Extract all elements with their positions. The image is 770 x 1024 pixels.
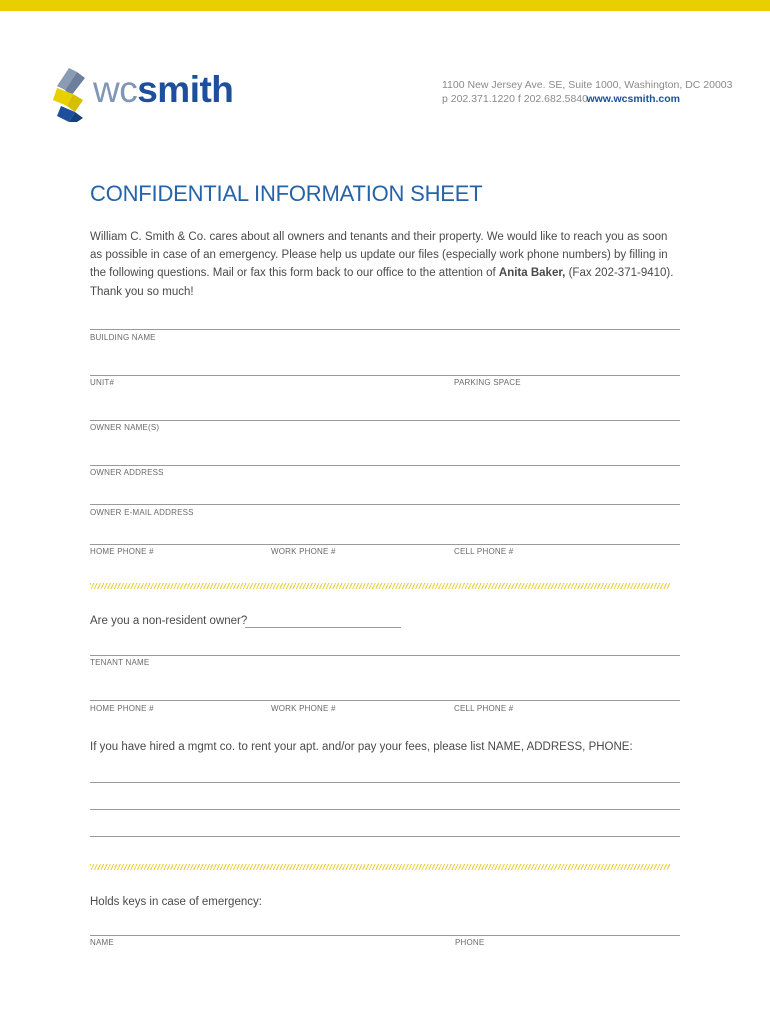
non-resident-question: Are you a non-resident owner? [90,615,248,627]
tenant-phones-field[interactable] [90,700,680,701]
intro-paragraph [90,228,682,301]
building-name-label: BUILDING NAME [90,333,156,342]
mgmt-co-line-1[interactable] [90,782,680,783]
owner-names-label: OWNER NAME(S) [90,423,160,432]
section-divider [90,583,670,589]
owner-email-field[interactable] [90,504,680,505]
brand-light-text: wc [93,69,138,110]
mgmt-co-line-3[interactable] [90,836,680,837]
owner-phones-field[interactable] [90,544,680,545]
intro-contact-name: Anita Baker, [498,267,566,280]
cell-phone-label: CELL PHONE # [454,547,514,556]
phone-fax: p 202.371.1220 f 202.682.5840 [442,93,588,105]
top-accent-bar [0,0,770,11]
section-divider [90,864,670,870]
owner-names-field[interactable] [90,420,680,421]
tenant-name-field[interactable] [90,655,680,656]
company-address: 1100 New Jersey Ave. SE, Suite 1000, Washington, DC 20003 [442,79,733,91]
key-name-label: NAME [90,938,114,947]
tenant-cell-phone-label: CELL PHONE # [454,704,514,713]
owner-address-field[interactable] [90,465,680,466]
tenant-name-label: TENANT NAME [90,658,150,667]
unit-parking-field[interactable] [90,375,680,376]
holds-keys-question: Holds keys in case of emergency: [90,896,262,908]
owner-email-label: OWNER E-MAIL ADDRESS [90,508,194,517]
key-phone-label: PHONE [455,938,485,947]
intro-text-2: (Fax 202-371-9410). Thank you so much! [90,267,674,298]
key-holder-field[interactable] [90,935,680,936]
website-link[interactable]: www.wcsmith.com [586,93,680,105]
brand-wordmark [93,68,233,112]
parking-space-label: PARKING SPACE [454,378,521,387]
unit-label: UNIT# [90,378,115,387]
mgmt-co-question: If you have hired a mgmt co. to rent your apt. and/or pay your fees, please list NAME, ADDRESS, PHONE: [90,741,633,753]
owner-address-label: OWNER ADDRESS [90,468,164,477]
page-title: CONFIDENTIAL INFORMATION SHEET [90,181,483,206]
non-resident-answer-field[interactable] [245,627,401,628]
contact-row [442,92,682,106]
wcsmith-logo [53,66,253,122]
home-phone-label: HOME PHONE # [90,547,154,556]
tenant-home-phone-label: HOME PHONE # [90,704,154,713]
work-phone-label: WORK PHONE # [271,547,336,556]
intro-text-1: William C. Smith & Co. cares about all owners and tenants and their property. We would like to reach you as soon as possible in case of an emergency. Please help us update our files (especially work phone numbers) by filling in the following questions. Mail or fax this form back to our office to the attention of [90,231,668,280]
brand-bold-text: smith [137,69,234,110]
logo-mark-icon [53,66,93,122]
mgmt-co-line-2[interactable] [90,809,680,810]
contact-block [442,78,732,106]
tenant-work-phone-label: WORK PHONE # [271,704,336,713]
building-name-field[interactable] [90,329,680,330]
